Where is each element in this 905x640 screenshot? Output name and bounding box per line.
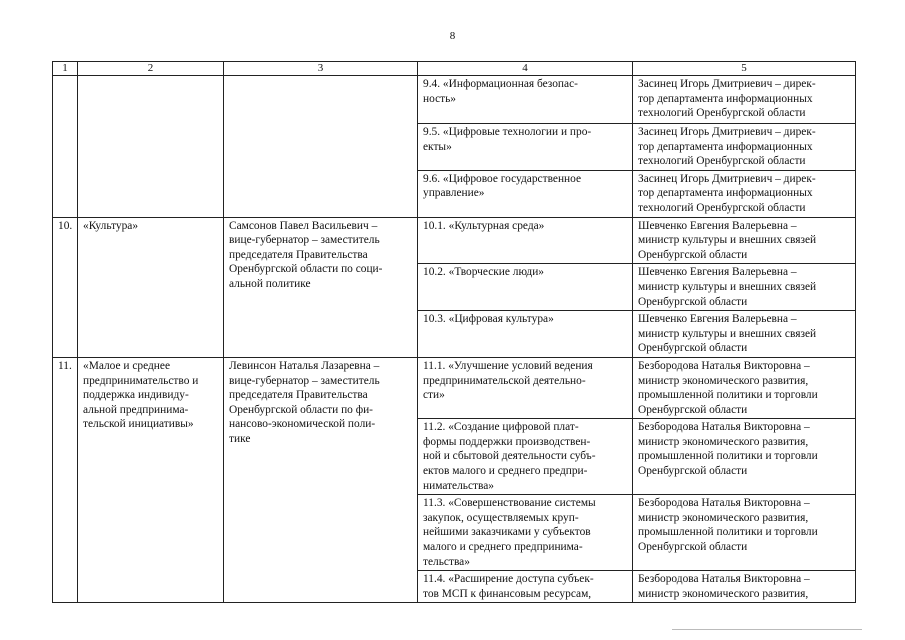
project-lead-cell <box>633 264 856 311</box>
project-lead-text: Засинец Игорь Дмитриевич – дирек- тор департамента информационных технологий Оренбургской области <box>638 78 816 120</box>
national-project-name-cell <box>78 76 224 218</box>
column-header-4: 4 <box>418 62 633 76</box>
national-project-name: «Малое и среднее предпринимательство и поддержка индивиду- альной предпринима- тельской инициативы» <box>83 359 199 431</box>
curator-text: Самсонов Павел Васильевич – вице-губернатор – заместитель председателя Правительства Оренбургской области по соци- альной политике <box>229 219 383 290</box>
regional-project-text: 9.4. «Информационная безопас- ность» <box>423 78 578 105</box>
project-lead-cell <box>633 419 856 495</box>
project-lead-cell <box>633 76 856 124</box>
regional-project-text: 9.5. «Цифровые технологии и про- екты» <box>423 126 592 153</box>
column-header-5: 5 <box>633 62 856 76</box>
project-lead-text: Безбородова Наталья Викторовна – министр экономического развития, промышленной политики и торговли Оренбургской области <box>638 359 818 416</box>
page-number: 8 <box>449 30 456 42</box>
projects-table <box>52 61 856 603</box>
column-header-2: 2 <box>78 62 224 76</box>
national-project-name-cell <box>78 217 224 357</box>
project-lead-text: Безбородова Наталья Викторовна – министр экономического развития, <box>638 573 810 600</box>
regional-project-text: 11.2. «Создание цифровой плат- формы поддержки производствен- ной и сбытовой деятельности субъ- ектов малого и среднего предпри- нимательства» <box>423 421 596 492</box>
project-lead-text: Шевченко Евгения Валерьевна – министр культуры и внешних связей Оренбургской области <box>638 219 817 261</box>
regional-project-cell <box>418 571 633 603</box>
project-lead-text: Засинец Игорь Дмитриевич – дирек- тор департамента информационных технологий Оренбургской области <box>638 172 816 214</box>
regional-project-text: 10.3. «Цифровая культура» <box>423 313 554 326</box>
project-lead-cell <box>633 495 856 571</box>
row-number-cell <box>53 76 78 218</box>
regional-project-cell <box>418 495 633 571</box>
project-lead-cell <box>633 311 856 358</box>
regional-project-cell <box>418 217 633 264</box>
regional-project-cell <box>418 264 633 311</box>
regional-project-cell <box>418 76 633 124</box>
regional-project-text: 11.1. «Улучшение условий ведения предпринимательской деятельно- сти» <box>423 359 593 402</box>
table-row <box>53 357 856 418</box>
project-lead-cell <box>633 124 856 171</box>
row-number-cell: 11. <box>53 357 78 603</box>
page-edge-line <box>672 629 862 630</box>
column-header-1: 1 <box>53 62 78 76</box>
regional-project-text: 10.1. «Культурная среда» <box>423 219 545 232</box>
regional-project-cell <box>418 357 633 418</box>
regional-project-text: 10.2. «Творческие люди» <box>423 266 544 279</box>
table-row <box>53 217 856 264</box>
regional-project-cell <box>418 170 633 217</box>
regional-project-cell <box>418 124 633 171</box>
regional-project-text: 9.6. «Цифровое государственное управление» <box>423 172 582 200</box>
curator-cell <box>224 217 418 357</box>
column-header-3: 3 <box>224 62 418 76</box>
project-lead-text: Безбородова Наталья Викторовна – министр экономического развития, промышленной политики и торговли Оренбургской области <box>638 497 818 554</box>
table-header-row <box>53 62 856 76</box>
project-lead-text: Шевченко Евгения Валерьевна – министр культуры и внешних связей Оренбургской области <box>638 313 817 355</box>
regional-project-text: 11.4. «Расширение доступа субъек- тов МСП к финансовым ресурсам, <box>423 573 594 600</box>
curator-text: Левинсон Наталья Лазаревна – вице-губернатор – заместитель председателя Правительства Оренбургской области по фи- нансово-экономической поли- тике <box>229 359 380 445</box>
project-lead-cell <box>633 571 856 603</box>
regional-project-cell <box>418 419 633 495</box>
national-project-name: «Культура» <box>83 219 139 232</box>
regional-project-cell <box>418 311 633 358</box>
project-lead-cell <box>633 170 856 217</box>
national-project-name-cell <box>78 357 224 603</box>
project-lead-text: Шевченко Евгения Валерьевна – министр культуры и внешних связей Оренбургской области <box>638 266 817 308</box>
regional-project-text: 11.3. «Совершенствование системы закупок, осуществляемых круп- нейшими заказчиками у субъектов малого и среднего предпринима- тельства» <box>423 497 596 568</box>
curator-cell <box>224 76 418 218</box>
project-lead-cell <box>633 357 856 418</box>
table-row <box>53 76 856 124</box>
project-lead-text: Засинец Игорь Дмитриевич – дирек- тор департамента информационных технологий Оренбургской области <box>638 126 816 168</box>
row-number-cell: 10. <box>53 217 78 357</box>
project-lead-text: Безбородова Наталья Викторовна – министр экономического развития, промышленной политики и торговли Оренбургской области <box>638 421 818 478</box>
project-lead-cell <box>633 217 856 264</box>
curator-cell <box>224 357 418 603</box>
